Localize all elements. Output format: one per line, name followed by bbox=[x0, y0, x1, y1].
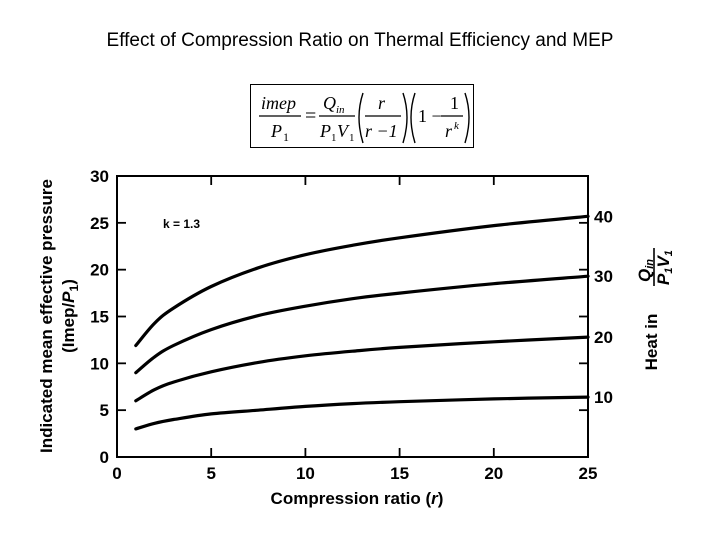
y-tick-label: 25 bbox=[90, 213, 109, 233]
right-axis-label-q: Qin bbox=[635, 258, 656, 282]
eq-q-numerator-sub: in bbox=[336, 104, 345, 116]
page-title: Effect of Compression Ratio on Thermal Efficiency and MEP bbox=[106, 30, 614, 51]
x-tick-label: 25 bbox=[578, 464, 598, 483]
eq-equals: = bbox=[305, 105, 317, 127]
right-axis-label-pv: P1V1 bbox=[654, 250, 675, 285]
axis-tick-labels bbox=[90, 167, 597, 483]
eq-lhs-numerator: imep bbox=[261, 93, 296, 113]
y-tick-label: 20 bbox=[90, 260, 109, 280]
eq-lhs-denominator: P bbox=[271, 121, 282, 141]
series-lines bbox=[136, 216, 588, 429]
eq-lhs-denominator-sub: 1 bbox=[283, 130, 289, 144]
series-label-10: 10 bbox=[594, 388, 613, 408]
eq-q-den-v: V bbox=[337, 121, 348, 141]
eq-r-numerator: r bbox=[378, 93, 386, 113]
x-tick-label: 15 bbox=[390, 464, 410, 483]
eq-rk-exponent: k bbox=[454, 120, 459, 132]
y-tick-label: 15 bbox=[90, 307, 109, 327]
series-label-30: 30 bbox=[594, 267, 613, 287]
series-label-20: 20 bbox=[594, 328, 613, 348]
x-axis-label: Compression ratio (r) bbox=[270, 489, 444, 508]
eq-q-den-p-sub: 1 bbox=[331, 132, 337, 144]
eq-one-minus: 1 − bbox=[418, 106, 442, 126]
x-tick-label: 20 bbox=[484, 464, 504, 483]
series-label-40: 40 bbox=[594, 207, 613, 227]
eq-r-denominator: r −1 bbox=[365, 121, 398, 141]
x-tick-label: 10 bbox=[295, 464, 315, 483]
k-annotation: k = 1.3 bbox=[163, 217, 201, 231]
right-axis-label-text: Heat in bbox=[642, 313, 661, 371]
y-tick-label: 30 bbox=[90, 167, 109, 186]
x-tick-label: 0 bbox=[112, 464, 122, 483]
y-axis-label bbox=[37, 179, 81, 453]
eq-q-den-p: P bbox=[320, 121, 331, 141]
eq-q-den-v-sub: 1 bbox=[349, 132, 355, 144]
y-axis-label-line1: Indicated mean effective pressure bbox=[37, 178, 56, 454]
series-labels bbox=[594, 207, 613, 407]
y-tick-label: 10 bbox=[90, 354, 109, 374]
eq-rk-base: r bbox=[445, 121, 453, 141]
series-line-10 bbox=[136, 397, 588, 429]
eq-q-numerator: Q bbox=[323, 93, 336, 113]
y-tick-label: 0 bbox=[99, 448, 109, 467]
right-axis-label bbox=[635, 248, 675, 370]
series-line-20 bbox=[136, 337, 588, 401]
y-axis-label-line2: $(Imep/P_1)$ bbox=[59, 279, 81, 353]
y-tick-label: 5 bbox=[99, 401, 109, 421]
eq-rk-numerator: 1 bbox=[450, 93, 459, 113]
x-tick-label: 5 bbox=[206, 464, 216, 483]
